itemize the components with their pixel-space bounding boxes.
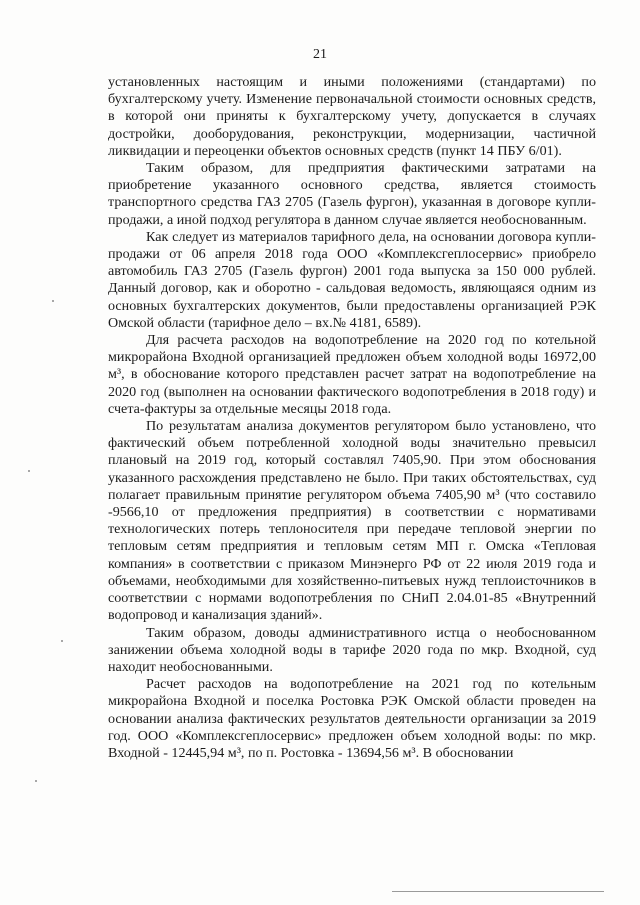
paragraph-4: Для расчета расходов на водопотребление на 2020 год по котельной микрорайона Входной организацией предложен объем холодной воды 16972,00 м³, в обоснование которого представлен расчет затрат на водопотребление на 2020 год (выполнен на основании фактического водопотребления в 2018 году) и счета-фактуры за отдельные месяцы 2018 года. bbox=[108, 332, 596, 417]
scan-artifact-line bbox=[392, 891, 604, 892]
document-body bbox=[108, 74, 596, 762]
page-number: 21 bbox=[313, 47, 327, 62]
paragraph-6: Таким образом, доводы административного истца о необоснованном занижении объема холодной воды в тарифе 2020 года по мкр. Входной, суд находит необоснованными. bbox=[108, 624, 596, 675]
paragraph-2: Таким образом, для предприятия фактическими затратами на приобретение указанного основного средства, является стоимость транспортного средства ГАЗ 2705 (Газель фургон), указанная в договоре купли-продажи, а иной подход регулятора в данном случае является необоснованным. bbox=[108, 160, 596, 228]
paragraph-5: По результатам анализа документов регулятором было установлено, что фактический объем потребленной холодной воды значительно превысил плановый на 2019 год, который составлял 7405,90. При этом обоснования указанного расхождения представлено не было. При таких обстоятельствах, суд полагает правильным принятие регулятором объема 7405,90 м³ (что составило -9566,10 от предложения предприятия) в соответствии с нормативами технологических потерь теплоносителя при передаче тепловой энергии по тепловым сетям предприятия и тепловым сетям МП г. Омска «Тепловая компания» в соответствии с приказом Минэнерго РФ от 22 июля 2019 года и объемами, необходимыми для хозяйственно-питьевых нужд теплоисточников в соответствии с нормами водопотребления по СНиП 2.04.01-85 «Внутренний водопровод и канализация зданий». bbox=[108, 418, 596, 624]
paragraph-1: установленных настоящим и иными положениями (стандартами) по бухгалтерскому учету. Изменение первоначальной стоимости основных средств, в которой они приняты к бухгалтерскому учету, допускается в случаях достройки, дооборудования, реконструкции, модернизации, частичной ликвидации и переоценки объектов основных средств (пункт 14 ПБУ 6/01). bbox=[108, 74, 596, 159]
scan-speck bbox=[28, 470, 30, 472]
scan-speck bbox=[35, 780, 37, 782]
paragraph-7: Расчет расходов на водопотребление на 2021 год по котельным микрорайона Входной и поселка Ростовка РЭК Омской области проведен на основании анализа фактических результатов деятельности организации за 2019 год. ООО «Комплексгеплосервис» предложен объем холодной воды: по мкр. Входной - 12445,94 м³, по п. Ростовка - 13694,56 м³. В обосновании bbox=[108, 676, 596, 761]
paragraph-3: Как следует из материалов тарифного дела, на основании договора купли-продажи от 06 апреля 2018 года ООО «Комплексгеплосервис» приобрело автомобиль ГАЗ 2705 (Газель фургон) 2001 года выпуска за 150 000 рублей. Данный договор, как и оборотно - сальдовая ведомость, являющаяся одним из основных бухгалтерских документов, были предоставлены организацией РЭК Омской области (тарифное дело – вх.№ 4181, 6589). bbox=[108, 228, 596, 331]
scan-speck bbox=[52, 300, 54, 302]
scan-speck bbox=[61, 640, 63, 642]
